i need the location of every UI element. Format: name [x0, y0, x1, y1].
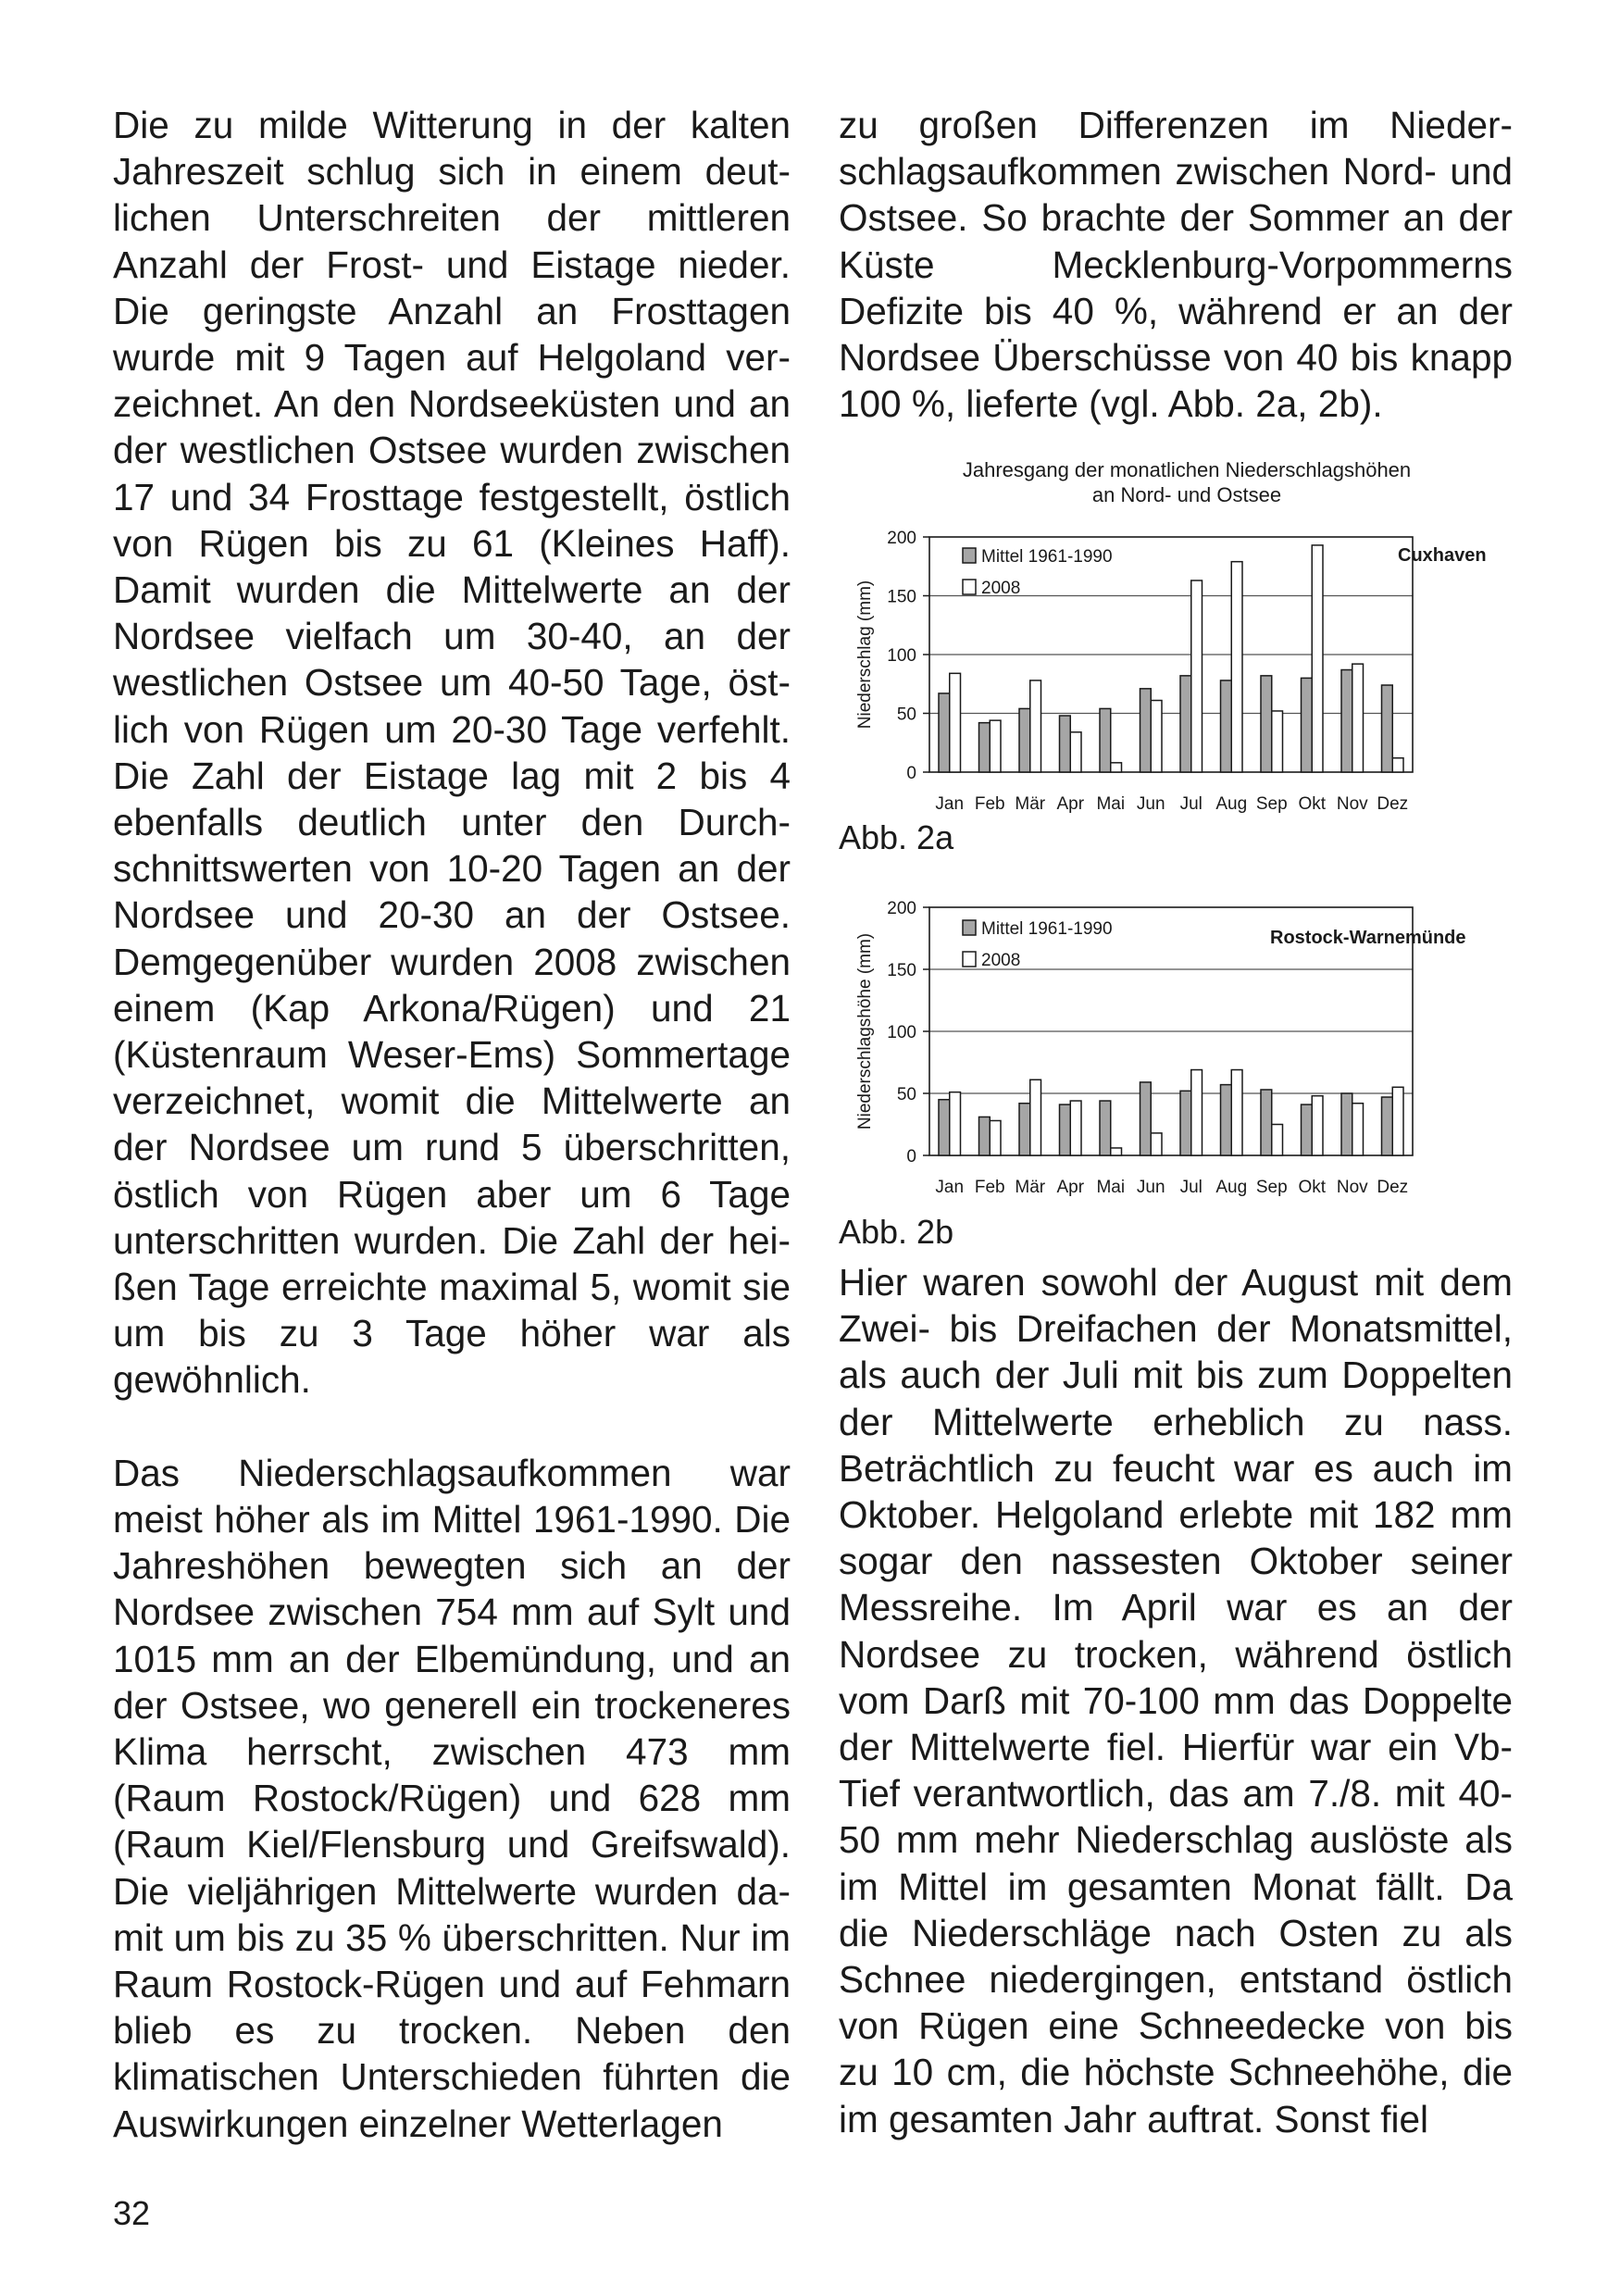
bar-2008 [1312, 545, 1323, 772]
right-text-column-top [839, 102, 1513, 427]
bar-mittel [1140, 1082, 1152, 1155]
bar-2008 [990, 720, 1001, 772]
chart-cuxhaven [833, 454, 1518, 824]
y-tick-label: 50 [896, 1085, 916, 1104]
legend-swatch [963, 920, 976, 935]
y-tick-label: 200 [887, 529, 916, 548]
x-tick-label: Jun [1136, 794, 1165, 814]
bar-mittel [979, 723, 991, 772]
y-tick-label: 100 [887, 1023, 916, 1042]
chart-title: Jahresgang der monatlichen Niederschlagshöhen [962, 458, 1412, 481]
bar-2008 [1070, 1101, 1081, 1155]
bar-2008 [1151, 1133, 1162, 1155]
legend-label: 2008 [981, 579, 1021, 598]
bar-2008 [1272, 711, 1283, 772]
bar-mittel [1180, 676, 1191, 772]
bar-mittel [1341, 670, 1352, 772]
legend-label: Mittel 1961-1990 [981, 547, 1113, 567]
x-tick-label: Jul [1179, 1178, 1203, 1197]
x-tick-label: Jan [935, 794, 965, 814]
y-tick-label: 0 [906, 764, 916, 783]
paragraph: Die zu milde Witterung in der kalten Jahreszeit schlug sich in einem deutlichen Unterschreiten der mittleren Anzahl der Frost- und Eistage nieder. Die geringste Anzahl an Frosttagen wurde mit 9 Tagen auf Helgoland verzeichnet. An den Nordseeküsten und an der westlichen Ostsee wurden zwischen 17 und 34 Frosttage festgestellt, östlich von Rügen bis zu 61 (Kleines Haff). Damit wurden die Mittelwerte an der Nordsee vielfach um 30-40, an der westlichen Ostsee um 40-50 Tage, östlich von Rügen um 20-30 Tage verfehlt. Die Zahl der Eistage lag mit 2 bis 4 ebenfalls deutlich unter den Durchschnittswerten von 10-20 Tagen an der Nordsee und 20-30 an der Ostsee. Demgegenüber wurden 2008 zwischen einem (Kap Arkona/Rügen) und 21 (Küstenraum Weser-Ems) Sommertage verzeichnet, womit die Mittelwerte an der Nordsee um rund 5 überschritten, östlich von Rügen aber um 6 Tage unterschritten wurden. Die Zahl der heißen Tage erreichte maximal 5, womit sie um bis zu 3 Tage höher war als gewöhnlich. [113, 104, 791, 1402]
y-tick-label: 0 [906, 1147, 916, 1167]
x-tick-label: Nov [1336, 1178, 1368, 1197]
bar-2008 [1111, 1148, 1122, 1155]
bar-2008 [1392, 758, 1403, 772]
left-text-column [113, 102, 791, 2147]
x-tick-label: Dez [1377, 1178, 1409, 1197]
chart-subtitle: an Nord- und Ostsee [1091, 483, 1282, 506]
x-tick-label: Okt [1298, 1178, 1327, 1197]
x-tick-label: Jan [935, 1178, 965, 1197]
bar-2008 [950, 673, 961, 772]
paragraph: Das Niederschlagsaufkommen war meist höher als im Mittel 1961-1990. Die Jahreshöhen bewegten sich an der Nordsee zwischen 754 mm auf Sylt und 1015 mm an der Elbemündung, und an der Ostsee, wo generell ein trockeneres Klima herrscht, zwischen 473 mm (Raum Rostock/Rügen) und 628 mm (Raum Kiel/Flensburg und Greifswald). Die vieljährigen Mittelwerte wurden damit um bis zu 35 % überschritten. Nur im Raum Rostock-Rügen und auf Fehmarn blieb es zu trocken. Neben den klimatischen Unterschieden führten die Auswirkungen einzelner Wetterlagen [113, 1451, 791, 2145]
bar-2008 [1030, 680, 1041, 772]
x-tick-label: Apr [1056, 1178, 1085, 1197]
bar-mittel [1221, 680, 1232, 772]
y-tick-label: 50 [896, 705, 916, 725]
bar-mittel [1060, 1104, 1071, 1155]
chart-rostock-warnemuende [833, 887, 1518, 1211]
bar-2008 [1392, 1087, 1403, 1155]
figure-caption: Abb. 2a [839, 818, 954, 856]
bar-2008 [1231, 1070, 1242, 1155]
bar-mittel [1261, 676, 1272, 772]
bar-2008 [1191, 1070, 1203, 1155]
bar-2008 [1070, 732, 1081, 772]
x-tick-label: Okt [1298, 794, 1327, 814]
bar-mittel [1019, 708, 1030, 772]
x-tick-label: Mai [1096, 794, 1126, 814]
bar-mittel [1140, 689, 1152, 772]
bar-mittel [939, 693, 950, 772]
y-tick-label: 150 [887, 587, 916, 607]
station-label: Rostock-Warnemünde [1270, 928, 1466, 948]
y-tick-label: 100 [887, 646, 916, 666]
bar-mittel [1302, 1104, 1313, 1155]
y-tick-label: 150 [887, 961, 916, 980]
bar-2008 [1312, 1096, 1323, 1155]
bar-2008 [950, 1092, 961, 1155]
bar-mittel [1100, 708, 1111, 772]
x-tick-label: Mär [1015, 1178, 1046, 1197]
y-tick-label: 200 [887, 899, 916, 918]
bar-mittel [1302, 678, 1313, 772]
page-number: 32 [113, 2194, 151, 2232]
x-tick-label: Jun [1136, 1178, 1165, 1197]
x-tick-label: Jul [1179, 794, 1203, 814]
bar-mittel [1060, 716, 1071, 772]
y-axis-label: Niederschlag (mm) [855, 580, 875, 730]
right-text-column-bottom [839, 1259, 1513, 2142]
x-tick-label: Nov [1336, 794, 1368, 814]
legend-label: 2008 [981, 951, 1021, 970]
bar-2008 [1191, 580, 1203, 772]
bar-mittel [1382, 685, 1393, 772]
bar-mittel [1019, 1104, 1030, 1155]
bar-2008 [990, 1120, 1001, 1155]
paragraph: zu großen Differenzen im Niederschlagsaufkommen zwischen Nord- und Ostsee. So brachte der Sommer an der Küste Mecklenburg-Vorpommerns Defizite bis 40 %, während er an der Nordsee Überschüsse von 40 bis knapp 100 %, lieferte (vgl. Abb. 2a, 2b). [839, 104, 1513, 426]
x-tick-label: Aug [1215, 1178, 1248, 1197]
x-tick-label: Feb [974, 794, 1005, 814]
bar-mittel [979, 1117, 991, 1155]
x-tick-label: Mai [1096, 1178, 1126, 1197]
legend-label: Mittel 1961-1990 [981, 919, 1113, 939]
bar-mittel [939, 1100, 950, 1155]
legend-swatch [963, 548, 976, 563]
bar-mittel [1180, 1091, 1191, 1155]
bar-mittel [1100, 1101, 1111, 1155]
x-tick-label: Mär [1015, 794, 1046, 814]
bar-2008 [1272, 1125, 1283, 1156]
x-tick-label: Dez [1377, 794, 1409, 814]
bar-2008 [1151, 701, 1162, 772]
legend-swatch [963, 952, 976, 967]
y-axis-label: Niederschlagshöhe (mm) [855, 932, 875, 1130]
x-tick-label: Sep [1255, 1178, 1288, 1197]
bar-mittel [1341, 1093, 1352, 1155]
x-tick-label: Apr [1056, 794, 1085, 814]
bar-mittel [1382, 1097, 1393, 1155]
bar-2008 [1111, 763, 1122, 772]
x-tick-label: Sep [1255, 794, 1288, 814]
bar-mittel [1261, 1090, 1272, 1155]
bar-2008 [1231, 562, 1242, 772]
bar-mittel [1221, 1085, 1232, 1155]
bar-2008 [1352, 1104, 1364, 1155]
figure-caption: Abb. 2b [839, 1213, 954, 1251]
legend-swatch [963, 580, 976, 594]
x-tick-label: Feb [974, 1178, 1005, 1197]
x-tick-label: Aug [1215, 794, 1248, 814]
paragraph: Hier waren sowohl der August mit dem Zwei- bis Dreifachen der Monatsmittel, als auch der Juli mit bis zum Doppelten der Mittelwerte erheblich zu nass. Beträchtlich zu feucht war es auch im Oktober. Helgoland erlebte mit 182 mm sogar den nassesten Oktober seiner Messreihe. Im April war es an der Nordsee zu trocken, während östlich vom Darß mit 70-100 mm das Doppelte der Mittelwerte fiel. Hierfür war ein Vb-Tief verantwortlich, das am 7./8. mit 40-50 mm mehr Niederschlag auslöste als im Mittel im gesamten Monat fällt. Da die Niederschläge nach Osten zu als Schnee niedergingen, entstand östlich von Rügen eine Schneedecke von bis zu 10 cm, die höchste Schneehöhe, die im gesamten Jahr auftrat. Sonst fiel [839, 1261, 1513, 2140]
station-label: Cuxhaven [1398, 545, 1487, 566]
bar-2008 [1352, 664, 1364, 772]
bar-2008 [1030, 1079, 1041, 1155]
